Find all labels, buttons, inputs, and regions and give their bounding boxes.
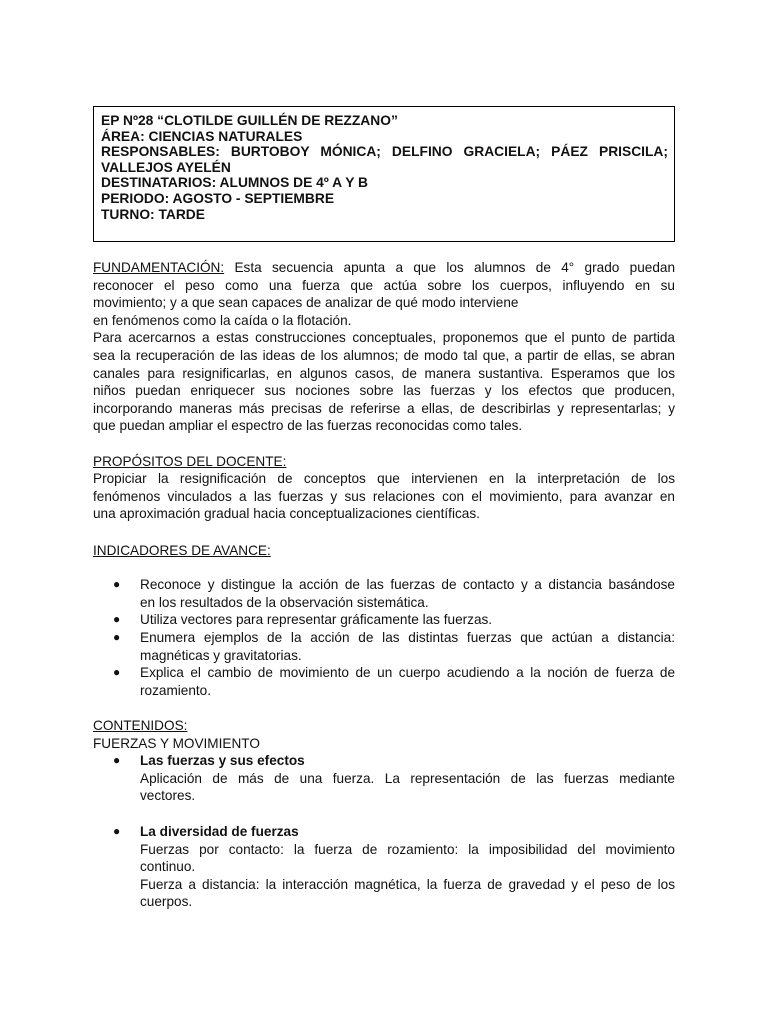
- propositos-heading: PROPÓSITOS DEL DOCENTE:: [93, 454, 287, 469]
- paragraph-line: niños puedan enriquecer sus nociones sobre las fuerzas y los efectos que producen,: [93, 383, 675, 399]
- paragraph-line: Para acercarnos a estas construcciones conceptuales, proponemos que el punto de partida: [93, 330, 675, 346]
- bullet-icon: ●: [113, 630, 121, 644]
- responsables-line-cont: VALLEJOS AYELÉN: [101, 159, 231, 175]
- paragraph-line: canales para resignificarlas, en algunos casos, de manera sustantiva. Esperamos que los: [93, 365, 675, 381]
- list-item-line: Explica el cambio de movimiento de un cuerpo acudiendo a la noción de fuerza de: [140, 665, 675, 680]
- header-box: [93, 106, 675, 242]
- list-item-line: magnéticas y gravitatorias.: [140, 647, 302, 663]
- list-item-line: Utiliza vectores para representar gráficamente las fuerzas.: [140, 612, 493, 627]
- content-item: [113, 752, 675, 805]
- paragraph-line: fenómenos vinculados a las fuerzas y sus relaciones con el movimiento, para avanzar en: [93, 488, 675, 504]
- area-line: ÁREA: CIENCIAS NATURALES: [101, 128, 303, 144]
- paragraph-line: que puedan ampliar el espectro de las fuerzas reconocidas como tales.: [93, 418, 523, 434]
- content-item-line: Aplicación de más de una fuerza. La representación de las fuerzas mediante: [140, 770, 675, 786]
- turno-line: TURNO: TARDE: [101, 206, 205, 222]
- list-item-line: Reconoce y distingue la acción de las fuerzas de contacto y a distancia basándose: [140, 577, 675, 592]
- indicadores-heading: INDICADORES DE AVANCE:: [93, 543, 271, 558]
- content-item-line: cuerpos.: [140, 894, 193, 910]
- bullet-icon: ●: [113, 665, 121, 679]
- content-item-line: vectores.: [140, 788, 196, 804]
- responsables-line: RESPONSABLES: BURTOBOY MÓNICA; DELFINO GRACIELA; PÁEZ PRISCILA;: [101, 144, 668, 160]
- periodo-line: PERIODO: AGOSTO - SEPTIEMBRE: [101, 190, 335, 206]
- content-item-line: continuo.: [140, 859, 196, 875]
- bullet-icon: ●: [113, 824, 121, 838]
- bullet-icon: ●: [113, 612, 121, 626]
- bullet-icon: ●: [113, 753, 121, 767]
- paragraph-line: Propiciar la resignificación de conceptos que intervienen en la interpretación de los: [93, 471, 675, 486]
- content-item-title: Las fuerzas y sus efectos: [140, 753, 305, 768]
- contenidos-heading: CONTENIDOS:: [93, 718, 188, 733]
- content-item-line: Fuerza a distancia: la interacción magnética, la fuerza de gravedad y el peso de los: [140, 876, 675, 892]
- destinatarios-line: DESTINATARIOS: ALUMNOS DE 4º A Y B: [101, 175, 368, 191]
- paragraph-line: en fenómenos como la caída o la flotación.: [93, 312, 352, 328]
- list-item: [113, 611, 675, 629]
- list-item: [113, 576, 675, 611]
- content-item-line: Fuerzas por contacto: la fuerza de rozamiento: la imposibilidad del movimiento: [140, 841, 675, 857]
- paragraph-line: una aproximación gradual hacia conceptualizaciones científicas.: [93, 506, 480, 522]
- fundamentacion-section: [93, 259, 675, 435]
- list-item-line: rozamiento.: [140, 682, 212, 698]
- fundamentacion-first-line: [93, 259, 675, 277]
- list-item-line: Enumera ejemplos de la acción de las distintas fuerzas que actúan a distancia:: [140, 630, 675, 645]
- content-item: [113, 823, 675, 911]
- paragraph-line: reconocer el peso como una fuerza que actúa sobre los cuerpos, influyendo en su: [93, 277, 675, 293]
- list-item: [113, 664, 675, 699]
- paragraph-line: incorporando maneras más precisas de referirse a ellas, de describirlas y representarlas; y: [93, 400, 675, 416]
- contenidos-subheading: FUERZAS Y MOVIMIENTO: [93, 736, 260, 751]
- fundamentacion-heading: FUNDAMENTACIÓN:: [93, 260, 225, 275]
- paragraph-line: sea la recuperación de las ideas de los alumnos; de modo tal que, a partir de ellas, se abran: [93, 347, 675, 363]
- list-item: [113, 629, 675, 664]
- list-item-line: en los resultados de la observación sistemática.: [140, 594, 429, 610]
- bullet-icon: ●: [113, 577, 121, 591]
- paragraph-line: movimiento; y a que sean capaces de analizar de qué modo interviene: [93, 295, 519, 311]
- content-item-title: La diversidad de fuerzas: [140, 824, 299, 839]
- school-name: EP Nº28 “CLOTILDE GUILLÉN DE REZZANO”: [101, 113, 398, 128]
- paragraph-line: Esta secuencia apunta a que los alumnos de 4° grado puedan: [224, 260, 675, 275]
- propositos-section: [93, 470, 675, 523]
